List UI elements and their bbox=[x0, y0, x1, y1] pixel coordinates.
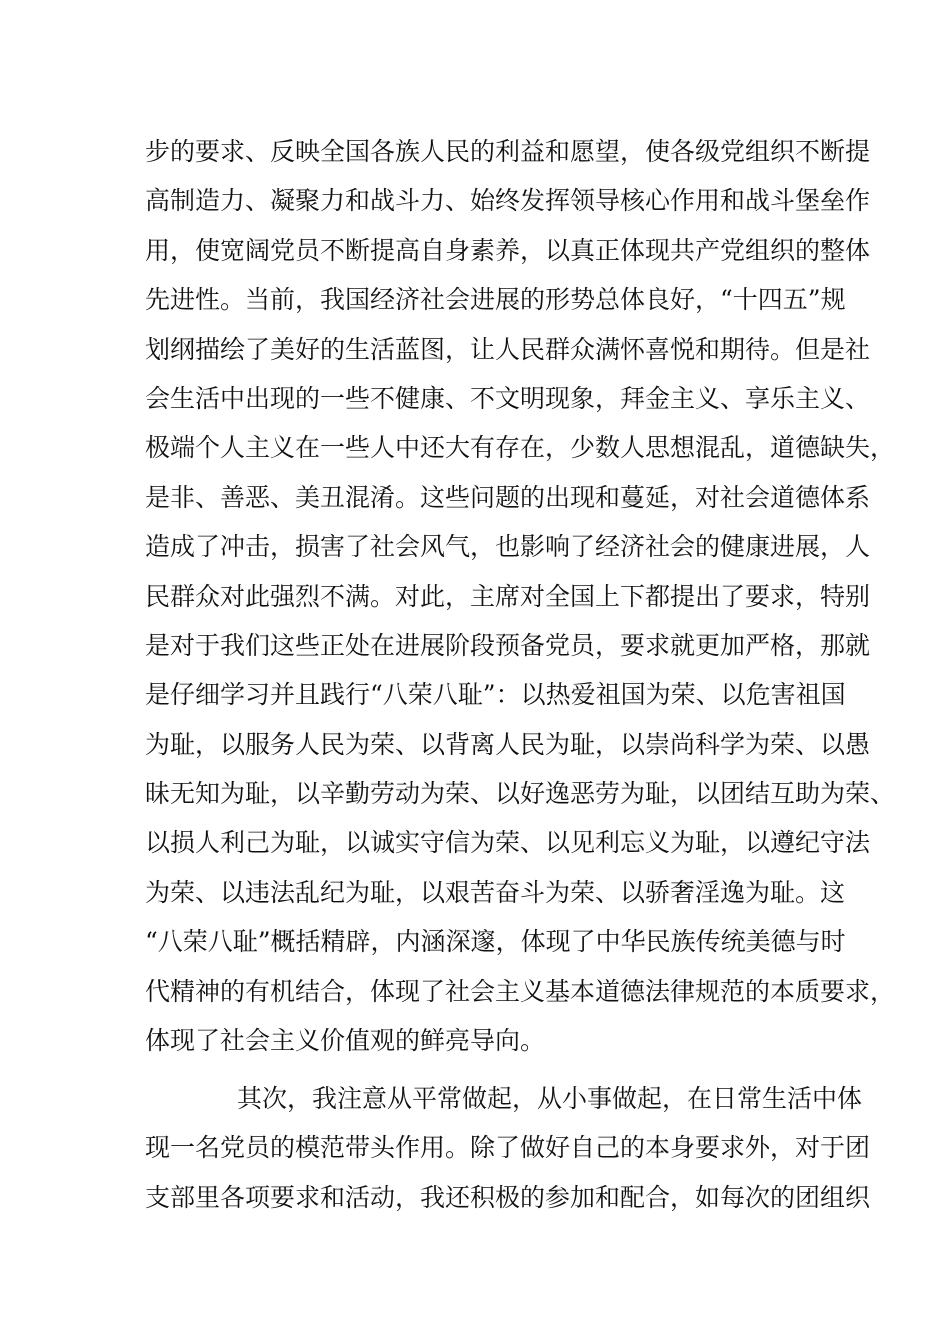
text-line: 高制造力、凝聚力和战斗力、始终发挥领导核心作用和战斗堡垒作 bbox=[145, 186, 871, 216]
text-line-indented: 其次，我注意从平常做起，从小事做起，在日常生活中体 bbox=[237, 1084, 863, 1113]
paragraph-second bbox=[145, 1074, 871, 1222]
text-line: 划纲描绘了美好的生活蓝图，让人民群众满怀喜悦和期待。但是社 bbox=[145, 334, 871, 364]
text-line: 支部里各项要求和活动，我还积极的参加和配合，如每次的团组织 bbox=[145, 1182, 871, 1212]
text-line: 民群众对此强烈不满。对此，主席对全国上下都提出了要求，特别 bbox=[145, 581, 871, 611]
text-line: 极端个人主义在一些人中还大有存在，少数人思想混乱，道德缺失， bbox=[145, 433, 896, 463]
text-line: 昧无知为耻，以辛勤劳动为荣、以好逸恶劳为耻，以团结互助为荣、 bbox=[145, 779, 896, 809]
text-line: 以损人利己为耻，以诚实守信为荣、以见利忘义为耻，以遵纪守法 bbox=[145, 828, 871, 858]
text-line: 是非、善恶、美丑混淆。这些问题的出现和蔓延，对社会道德体系 bbox=[145, 482, 871, 512]
text-line: 会生活中出现的一些不健康、不文明现象，拜金主义、享乐主义、 bbox=[145, 383, 871, 413]
text-line: 为荣、以违法乱纪为耻，以艰苦奋斗为荣、以骄奢淫逸为耻。这 bbox=[145, 877, 846, 907]
text-line: 代精神的有机结合，体现了社会主义基本道德法律规范的本质要求， bbox=[145, 976, 896, 1006]
text-line: 为耻，以服务人民为荣、以背离人民为耻，以崇尚科学为荣、以愚 bbox=[145, 729, 871, 759]
text-line: 体现了社会主义价值观的鲜亮导向。 bbox=[145, 1026, 546, 1056]
text-line: “八荣八耻”概括精辟，内涵深邃，体现了中华民族传统美德与时 bbox=[145, 927, 846, 957]
text-line: 是对于我们这些正处在进展阶段预备党员，要求就更加严格，那就 bbox=[145, 630, 871, 660]
text-line: 用，使宽阔党员不断提高自身素养，以真正体现共产党组织的整体 bbox=[145, 235, 871, 265]
text-line: 先进性。当前，我国经济社会进展的形势总体良好，“十四五”规 bbox=[145, 285, 846, 315]
text-line: 是仔细学习并且践行“八荣八耻”：以热爱祖国为荣、以危害祖国 bbox=[145, 680, 846, 710]
paragraph-continued bbox=[145, 127, 896, 1065]
text-line: 造成了冲击，损害了社会风气，也影响了经济社会的健康进展，人 bbox=[145, 532, 871, 562]
text-line: 现一名党员的模范带头作用。除了做好自己的本身要求外，对于团 bbox=[145, 1133, 871, 1163]
text-line: 步的要求、反映全国各族人民的利益和愿望，使各级党组织不断提 bbox=[145, 137, 871, 166]
